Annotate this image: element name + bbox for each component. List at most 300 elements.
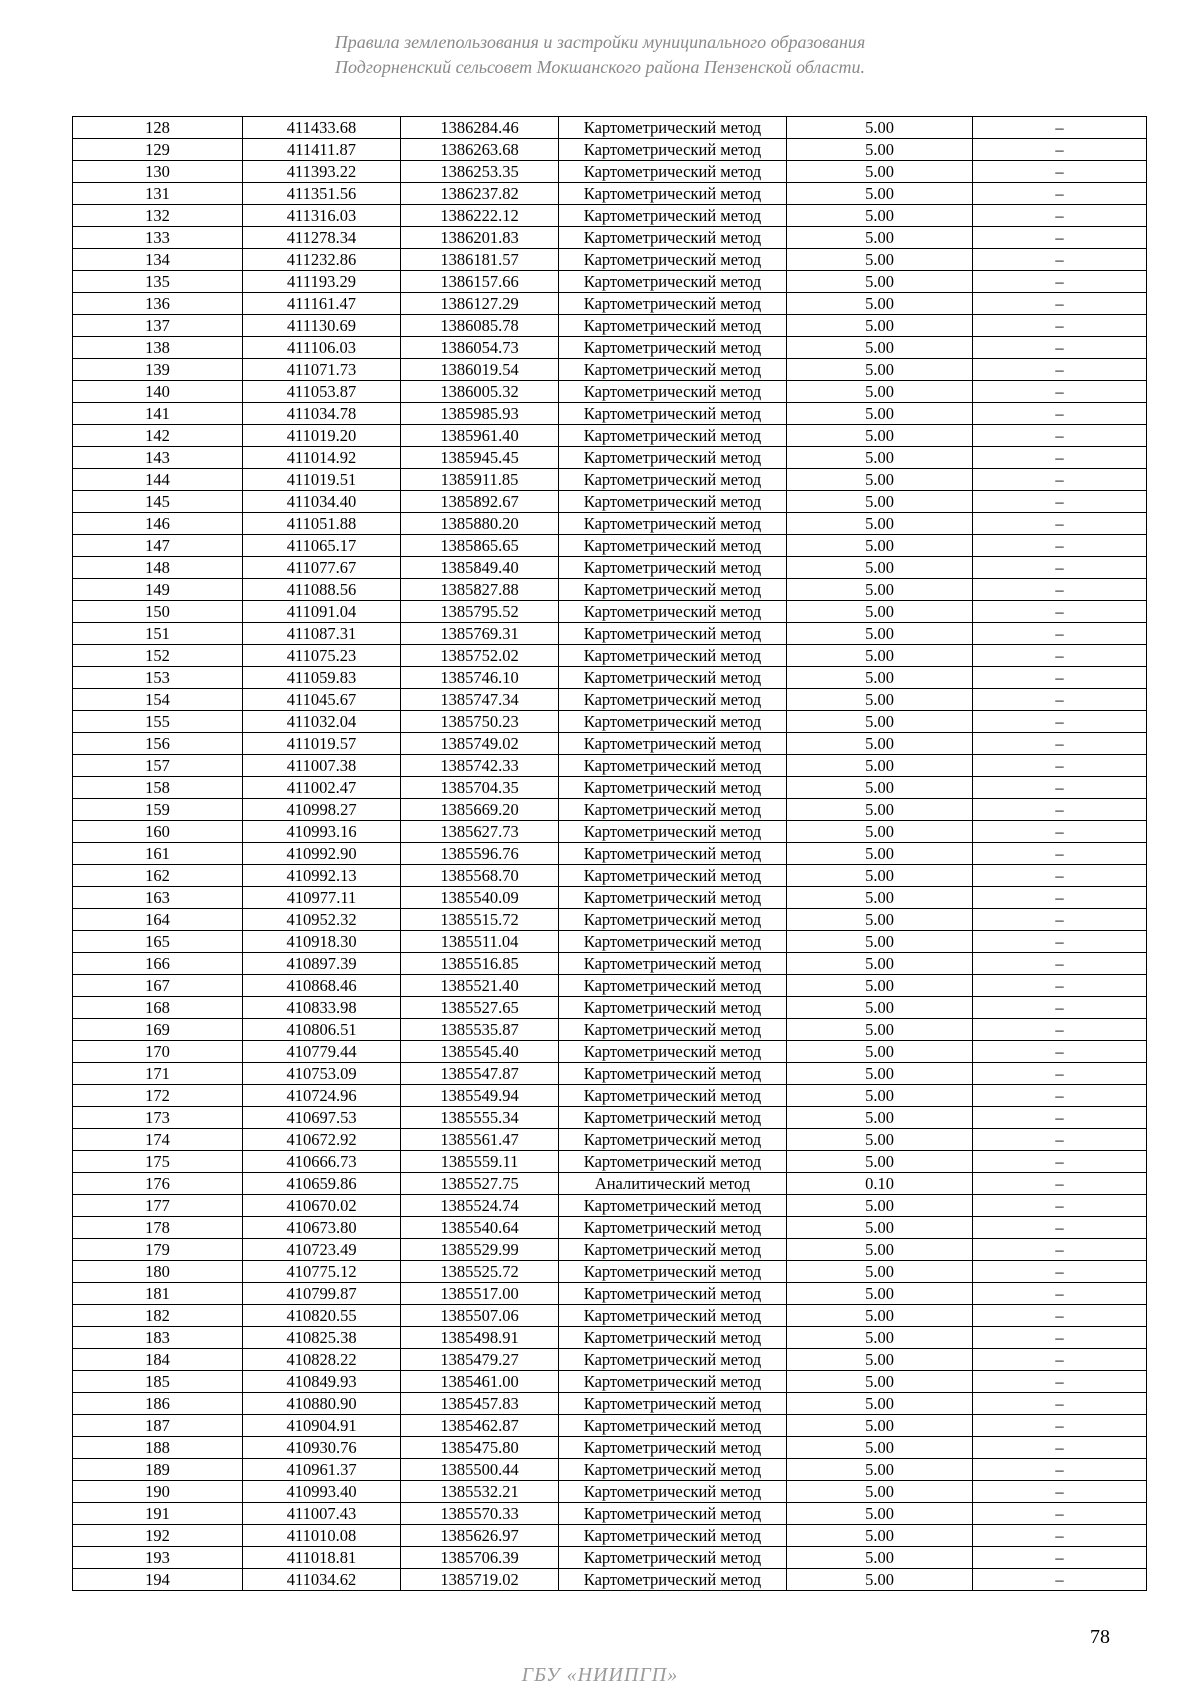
note-cell: –: [973, 315, 1147, 337]
table-row: [73, 1217, 1147, 1239]
table-row: [73, 1393, 1147, 1415]
x-coordinate-cell: 410992.90: [243, 843, 401, 865]
method-cell: Картометрический метод: [559, 1525, 787, 1547]
accuracy-cell: 5.00: [787, 1239, 973, 1261]
method-cell: Картометрический метод: [559, 1151, 787, 1173]
method-cell: Картометрический метод: [559, 1459, 787, 1481]
point-number-cell: 153: [73, 667, 243, 689]
accuracy-cell: 5.00: [787, 1569, 973, 1591]
accuracy-cell: 5.00: [787, 1305, 973, 1327]
y-coordinate-cell: 1385525.72: [401, 1261, 559, 1283]
table-row: [73, 139, 1147, 161]
accuracy-cell: 5.00: [787, 293, 973, 315]
table-row: [73, 1437, 1147, 1459]
y-coordinate-cell: 1385719.02: [401, 1569, 559, 1591]
note-cell: –: [973, 997, 1147, 1019]
table-row: [73, 931, 1147, 953]
table-row: [73, 1503, 1147, 1525]
note-cell: –: [973, 557, 1147, 579]
table-row: [73, 117, 1147, 139]
y-coordinate-cell: 1385461.00: [401, 1371, 559, 1393]
table-row: [73, 183, 1147, 205]
method-cell: Картометрический метод: [559, 667, 787, 689]
table-row: [73, 887, 1147, 909]
x-coordinate-cell: 410833.98: [243, 997, 401, 1019]
point-number-cell: 150: [73, 601, 243, 623]
table-row: [73, 909, 1147, 931]
method-cell: Картометрический метод: [559, 733, 787, 755]
accuracy-cell: 5.00: [787, 975, 973, 997]
x-coordinate-cell: 410897.39: [243, 953, 401, 975]
method-cell: Картометрический метод: [559, 447, 787, 469]
accuracy-cell: 5.00: [787, 227, 973, 249]
x-coordinate-cell: 411010.08: [243, 1525, 401, 1547]
table-row: [73, 447, 1147, 469]
method-cell: Картометрический метод: [559, 425, 787, 447]
note-cell: –: [973, 645, 1147, 667]
accuracy-cell: 5.00: [787, 799, 973, 821]
point-number-cell: 148: [73, 557, 243, 579]
table-row: [73, 249, 1147, 271]
accuracy-cell: 5.00: [787, 777, 973, 799]
y-coordinate-cell: 1385746.10: [401, 667, 559, 689]
point-number-cell: 192: [73, 1525, 243, 1547]
method-cell: Картометрический метод: [559, 1019, 787, 1041]
point-number-cell: 139: [73, 359, 243, 381]
note-cell: –: [973, 777, 1147, 799]
note-cell: –: [973, 733, 1147, 755]
point-number-cell: 136: [73, 293, 243, 315]
point-number-cell: 143: [73, 447, 243, 469]
point-number-cell: 134: [73, 249, 243, 271]
y-coordinate-cell: 1386201.83: [401, 227, 559, 249]
x-coordinate-cell: 411051.88: [243, 513, 401, 535]
table-row: [73, 557, 1147, 579]
point-number-cell: 154: [73, 689, 243, 711]
table-row: [73, 755, 1147, 777]
x-coordinate-cell: 411019.20: [243, 425, 401, 447]
y-coordinate-cell: 1385626.97: [401, 1525, 559, 1547]
method-cell: Картометрический метод: [559, 777, 787, 799]
point-number-cell: 128: [73, 117, 243, 139]
table-row: [73, 799, 1147, 821]
x-coordinate-cell: 410806.51: [243, 1019, 401, 1041]
note-cell: –: [973, 843, 1147, 865]
table-row: [73, 865, 1147, 887]
point-number-cell: 140: [73, 381, 243, 403]
method-cell: Картометрический метод: [559, 1393, 787, 1415]
point-number-cell: 141: [73, 403, 243, 425]
method-cell: Картометрический метод: [559, 931, 787, 953]
accuracy-cell: 5.00: [787, 1019, 973, 1041]
point-number-cell: 158: [73, 777, 243, 799]
y-coordinate-cell: 1385892.67: [401, 491, 559, 513]
point-number-cell: 171: [73, 1063, 243, 1085]
point-number-cell: 174: [73, 1129, 243, 1151]
note-cell: –: [973, 579, 1147, 601]
point-number-cell: 190: [73, 1481, 243, 1503]
x-coordinate-cell: 411106.03: [243, 337, 401, 359]
y-coordinate-cell: 1385561.47: [401, 1129, 559, 1151]
y-coordinate-cell: 1385669.20: [401, 799, 559, 821]
table-row: [73, 689, 1147, 711]
y-coordinate-cell: 1385545.40: [401, 1041, 559, 1063]
point-number-cell: 147: [73, 535, 243, 557]
y-coordinate-cell: 1385704.35: [401, 777, 559, 799]
method-cell: Картометрический метод: [559, 997, 787, 1019]
note-cell: –: [973, 667, 1147, 689]
accuracy-cell: 5.00: [787, 315, 973, 337]
accuracy-cell: 5.00: [787, 1481, 973, 1503]
point-number-cell: 161: [73, 843, 243, 865]
accuracy-cell: 5.00: [787, 1459, 973, 1481]
accuracy-cell: 5.00: [787, 469, 973, 491]
method-cell: Картометрический метод: [559, 1305, 787, 1327]
table-row: [73, 491, 1147, 513]
x-coordinate-cell: 410820.55: [243, 1305, 401, 1327]
note-cell: –: [973, 755, 1147, 777]
y-coordinate-cell: 1385750.23: [401, 711, 559, 733]
table-row: [73, 293, 1147, 315]
x-coordinate-cell: 411018.81: [243, 1547, 401, 1569]
note-cell: –: [973, 931, 1147, 953]
y-coordinate-cell: 1385742.33: [401, 755, 559, 777]
method-cell: Картометрический метод: [559, 293, 787, 315]
point-number-cell: 194: [73, 1569, 243, 1591]
note-cell: –: [973, 1107, 1147, 1129]
y-coordinate-cell: 1385596.76: [401, 843, 559, 865]
accuracy-cell: 5.00: [787, 667, 973, 689]
note-cell: –: [973, 799, 1147, 821]
table-row: [73, 205, 1147, 227]
x-coordinate-cell: 410918.30: [243, 931, 401, 953]
table-row: [73, 381, 1147, 403]
accuracy-cell: 5.00: [787, 1327, 973, 1349]
y-coordinate-cell: 1386253.35: [401, 161, 559, 183]
accuracy-cell: 5.00: [787, 1503, 973, 1525]
y-coordinate-cell: 1385752.02: [401, 645, 559, 667]
point-number-cell: 145: [73, 491, 243, 513]
accuracy-cell: 5.00: [787, 711, 973, 733]
accuracy-cell: 0.10: [787, 1173, 973, 1195]
accuracy-cell: 5.00: [787, 601, 973, 623]
method-cell: Картометрический метод: [559, 271, 787, 293]
method-cell: Картометрический метод: [559, 1547, 787, 1569]
table-row: [73, 1459, 1147, 1481]
y-coordinate-cell: 1385521.40: [401, 975, 559, 997]
y-coordinate-cell: 1385524.74: [401, 1195, 559, 1217]
method-cell: Картометрический метод: [559, 1041, 787, 1063]
x-coordinate-cell: 411019.57: [243, 733, 401, 755]
note-cell: –: [973, 1195, 1147, 1217]
method-cell: Картометрический метод: [559, 205, 787, 227]
method-cell: Картометрический метод: [559, 337, 787, 359]
x-coordinate-cell: 410672.92: [243, 1129, 401, 1151]
method-cell: Картометрический метод: [559, 183, 787, 205]
note-cell: –: [973, 1569, 1147, 1591]
x-coordinate-cell: 410952.32: [243, 909, 401, 931]
x-coordinate-cell: 410993.16: [243, 821, 401, 843]
x-coordinate-cell: 411019.51: [243, 469, 401, 491]
accuracy-cell: 5.00: [787, 381, 973, 403]
accuracy-cell: 5.00: [787, 139, 973, 161]
y-coordinate-cell: 1385911.85: [401, 469, 559, 491]
x-coordinate-cell: 411053.87: [243, 381, 401, 403]
point-number-cell: 175: [73, 1151, 243, 1173]
method-cell: Картометрический метод: [559, 403, 787, 425]
y-coordinate-cell: 1385532.21: [401, 1481, 559, 1503]
table-row: [73, 667, 1147, 689]
table-row: [73, 1063, 1147, 1085]
x-coordinate-cell: 411065.17: [243, 535, 401, 557]
x-coordinate-cell: 411130.69: [243, 315, 401, 337]
point-number-cell: 146: [73, 513, 243, 535]
point-number-cell: 152: [73, 645, 243, 667]
method-cell: Картометрический метод: [559, 601, 787, 623]
note-cell: –: [973, 1459, 1147, 1481]
x-coordinate-cell: 411071.73: [243, 359, 401, 381]
table-row: [73, 1261, 1147, 1283]
y-coordinate-cell: 1385540.09: [401, 887, 559, 909]
page-footer: ГБУ «НИИПГП»: [521, 1664, 679, 1686]
y-coordinate-cell: 1385865.65: [401, 535, 559, 557]
note-cell: –: [973, 535, 1147, 557]
x-coordinate-cell: 410724.96: [243, 1085, 401, 1107]
table-row: [73, 645, 1147, 667]
point-number-cell: 138: [73, 337, 243, 359]
y-coordinate-cell: 1386085.78: [401, 315, 559, 337]
point-number-cell: 151: [73, 623, 243, 645]
table-row: [73, 733, 1147, 755]
table-row: [73, 953, 1147, 975]
y-coordinate-cell: 1385961.40: [401, 425, 559, 447]
note-cell: –: [973, 337, 1147, 359]
accuracy-cell: 5.00: [787, 843, 973, 865]
x-coordinate-cell: 411278.34: [243, 227, 401, 249]
note-cell: –: [973, 1393, 1147, 1415]
table-row: [73, 359, 1147, 381]
method-cell: Картометрический метод: [559, 865, 787, 887]
x-coordinate-cell: 410825.38: [243, 1327, 401, 1349]
note-cell: –: [973, 909, 1147, 931]
method-cell: Картометрический метод: [559, 1063, 787, 1085]
y-coordinate-cell: 1385549.94: [401, 1085, 559, 1107]
method-cell: Картометрический метод: [559, 1217, 787, 1239]
y-coordinate-cell: 1386127.29: [401, 293, 559, 315]
x-coordinate-cell: 411034.62: [243, 1569, 401, 1591]
method-cell: Картометрический метод: [559, 1349, 787, 1371]
y-coordinate-cell: 1386157.66: [401, 271, 559, 293]
method-cell: Картометрический метод: [559, 1371, 787, 1393]
x-coordinate-cell: 410799.87: [243, 1283, 401, 1305]
x-coordinate-cell: 410775.12: [243, 1261, 401, 1283]
x-coordinate-cell: 411433.68: [243, 117, 401, 139]
table-row: [73, 1085, 1147, 1107]
note-cell: –: [973, 1437, 1147, 1459]
note-cell: –: [973, 381, 1147, 403]
note-cell: –: [973, 1547, 1147, 1569]
accuracy-cell: 5.00: [787, 249, 973, 271]
accuracy-cell: 5.00: [787, 1437, 973, 1459]
y-coordinate-cell: 1385527.65: [401, 997, 559, 1019]
point-number-cell: 157: [73, 755, 243, 777]
note-cell: –: [973, 1151, 1147, 1173]
table-row: [73, 1305, 1147, 1327]
y-coordinate-cell: 1386222.12: [401, 205, 559, 227]
accuracy-cell: 5.00: [787, 909, 973, 931]
x-coordinate-cell: 410880.90: [243, 1393, 401, 1415]
note-cell: –: [973, 1503, 1147, 1525]
accuracy-cell: 5.00: [787, 689, 973, 711]
x-coordinate-cell: 410659.86: [243, 1173, 401, 1195]
table-row: [73, 1283, 1147, 1305]
accuracy-cell: 5.00: [787, 359, 973, 381]
accuracy-cell: 5.00: [787, 1547, 973, 1569]
accuracy-cell: 5.00: [787, 1107, 973, 1129]
x-coordinate-cell: 411393.22: [243, 161, 401, 183]
table-row: [73, 1239, 1147, 1261]
x-coordinate-cell: 410977.11: [243, 887, 401, 909]
note-cell: –: [973, 293, 1147, 315]
y-coordinate-cell: 1385706.39: [401, 1547, 559, 1569]
table-row: [73, 997, 1147, 1019]
note-cell: –: [973, 1371, 1147, 1393]
x-coordinate-cell: 410723.49: [243, 1239, 401, 1261]
y-coordinate-cell: 1385555.34: [401, 1107, 559, 1129]
method-cell: Картометрический метод: [559, 359, 787, 381]
table-row: [73, 821, 1147, 843]
x-coordinate-cell: 411091.04: [243, 601, 401, 623]
method-cell: Картометрический метод: [559, 249, 787, 271]
table-row: [73, 843, 1147, 865]
method-cell: Картометрический метод: [559, 1415, 787, 1437]
x-coordinate-cell: 411034.40: [243, 491, 401, 513]
point-number-cell: 185: [73, 1371, 243, 1393]
table-row: [73, 1569, 1147, 1591]
point-number-cell: 160: [73, 821, 243, 843]
y-coordinate-cell: 1385515.72: [401, 909, 559, 931]
note-cell: –: [973, 117, 1147, 139]
y-coordinate-cell: 1385511.04: [401, 931, 559, 953]
table-row: [73, 1371, 1147, 1393]
point-number-cell: 189: [73, 1459, 243, 1481]
table-row: [73, 513, 1147, 535]
note-cell: –: [973, 623, 1147, 645]
point-number-cell: 162: [73, 865, 243, 887]
point-number-cell: 180: [73, 1261, 243, 1283]
method-cell: Картометрический метод: [559, 711, 787, 733]
y-coordinate-cell: 1385985.93: [401, 403, 559, 425]
note-cell: –: [973, 865, 1147, 887]
y-coordinate-cell: 1385795.52: [401, 601, 559, 623]
x-coordinate-cell: 411007.38: [243, 755, 401, 777]
accuracy-cell: 5.00: [787, 887, 973, 909]
point-number-cell: 133: [73, 227, 243, 249]
table-row: [73, 1129, 1147, 1151]
point-number-cell: 170: [73, 1041, 243, 1063]
point-number-cell: 181: [73, 1283, 243, 1305]
method-cell: Картометрический метод: [559, 579, 787, 601]
table-row: [73, 1107, 1147, 1129]
method-cell: Картометрический метод: [559, 315, 787, 337]
point-number-cell: 183: [73, 1327, 243, 1349]
note-cell: –: [973, 1019, 1147, 1041]
table-row: [73, 711, 1147, 733]
y-coordinate-cell: 1385827.88: [401, 579, 559, 601]
point-number-cell: 191: [73, 1503, 243, 1525]
table-row: [73, 469, 1147, 491]
coordinates-table-body: [73, 117, 1147, 1591]
point-number-cell: 166: [73, 953, 243, 975]
table-row: [73, 315, 1147, 337]
y-coordinate-cell: 1385516.85: [401, 953, 559, 975]
table-row: [73, 601, 1147, 623]
y-coordinate-cell: 1385747.34: [401, 689, 559, 711]
note-cell: –: [973, 447, 1147, 469]
method-cell: Картометрический метод: [559, 689, 787, 711]
y-coordinate-cell: 1385500.44: [401, 1459, 559, 1481]
note-cell: –: [973, 689, 1147, 711]
page-header: [0, 30, 1200, 80]
accuracy-cell: 5.00: [787, 953, 973, 975]
x-coordinate-cell: 411351.56: [243, 183, 401, 205]
method-cell: Картометрический метод: [559, 821, 787, 843]
y-coordinate-cell: 1385507.06: [401, 1305, 559, 1327]
x-coordinate-cell: 411032.04: [243, 711, 401, 733]
point-number-cell: 173: [73, 1107, 243, 1129]
note-cell: –: [973, 161, 1147, 183]
accuracy-cell: 5.00: [787, 535, 973, 557]
note-cell: –: [973, 1305, 1147, 1327]
point-number-cell: 184: [73, 1349, 243, 1371]
method-cell: Картометрический метод: [559, 1195, 787, 1217]
table-row: [73, 1415, 1147, 1437]
method-cell: Картометрический метод: [559, 645, 787, 667]
method-cell: Картометрический метод: [559, 381, 787, 403]
note-cell: –: [973, 227, 1147, 249]
accuracy-cell: 5.00: [787, 1525, 973, 1547]
point-number-cell: 142: [73, 425, 243, 447]
accuracy-cell: 5.00: [787, 403, 973, 425]
y-coordinate-cell: 1385547.87: [401, 1063, 559, 1085]
method-cell: Картометрический метод: [559, 953, 787, 975]
point-number-cell: 169: [73, 1019, 243, 1041]
point-number-cell: 188: [73, 1437, 243, 1459]
x-coordinate-cell: 410904.91: [243, 1415, 401, 1437]
y-coordinate-cell: 1386237.82: [401, 183, 559, 205]
method-cell: Картометрический метод: [559, 139, 787, 161]
accuracy-cell: 5.00: [787, 1393, 973, 1415]
method-cell: Картометрический метод: [559, 491, 787, 513]
x-coordinate-cell: 411075.23: [243, 645, 401, 667]
accuracy-cell: 5.00: [787, 997, 973, 1019]
table-row: [73, 1349, 1147, 1371]
y-coordinate-cell: 1386019.54: [401, 359, 559, 381]
y-coordinate-cell: 1385535.87: [401, 1019, 559, 1041]
y-coordinate-cell: 1386054.73: [401, 337, 559, 359]
y-coordinate-cell: 1386181.57: [401, 249, 559, 271]
accuracy-cell: 5.00: [787, 337, 973, 359]
x-coordinate-cell: 410961.37: [243, 1459, 401, 1481]
method-cell: Картометрический метод: [559, 513, 787, 535]
note-cell: –: [973, 1063, 1147, 1085]
note-cell: –: [973, 205, 1147, 227]
table-row: [73, 337, 1147, 359]
table-row: [73, 271, 1147, 293]
accuracy-cell: 5.00: [787, 1349, 973, 1371]
y-coordinate-cell: 1385769.31: [401, 623, 559, 645]
point-number-cell: 132: [73, 205, 243, 227]
